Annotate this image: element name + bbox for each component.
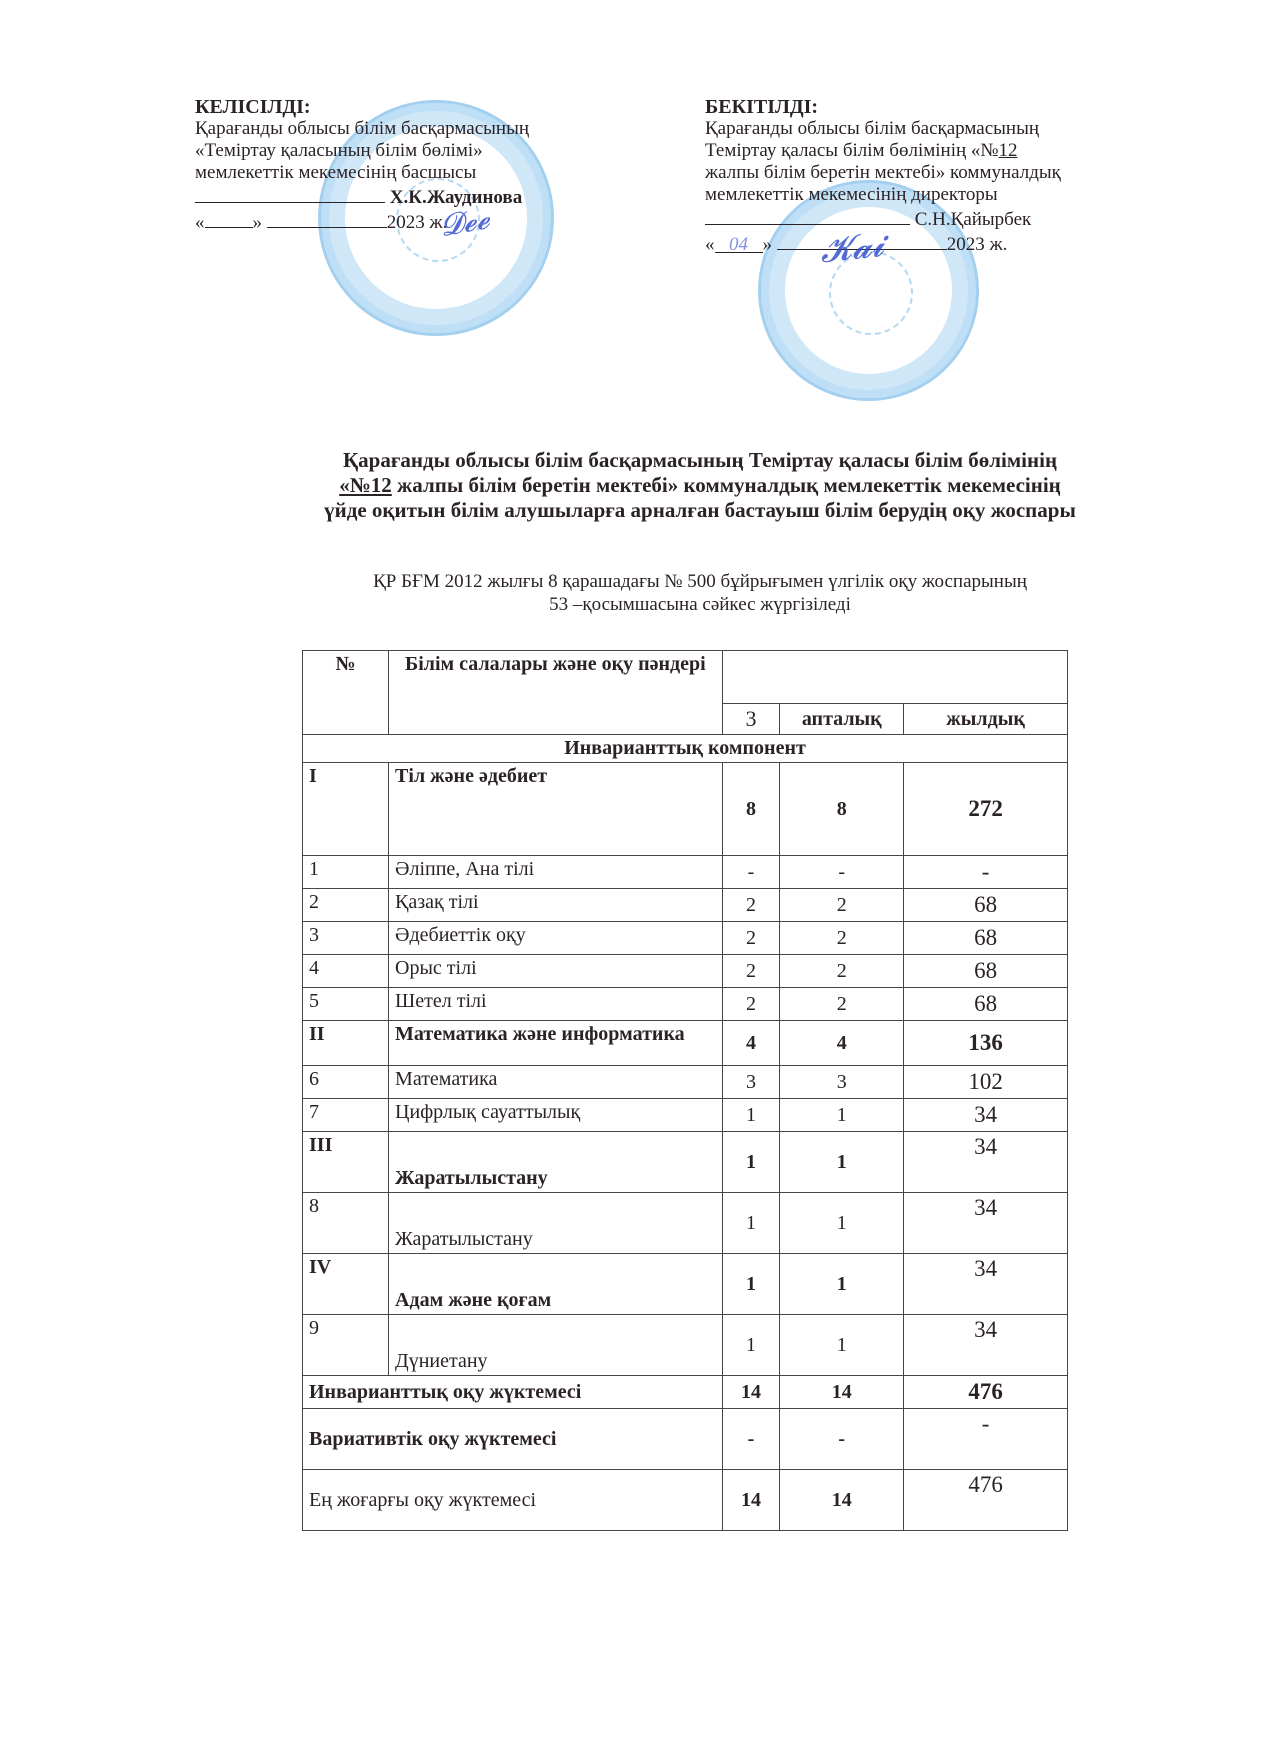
row-subject: Дүниетану [389, 1315, 723, 1376]
row-grade: 2 [722, 922, 780, 955]
totals-grade: - [722, 1409, 780, 1470]
totals-yearly: 476 [904, 1470, 1068, 1531]
row-subject: Әліппе, Ана тілі [389, 856, 723, 889]
row-grade: 4 [722, 1021, 780, 1066]
approved-line-2-text: Теміртау қаласы білім бөлімінің «№ [705, 140, 999, 161]
approved-year: 2023 ж. [946, 234, 1008, 255]
row-weekly: 4 [780, 1021, 904, 1066]
table-row [303, 988, 1068, 1021]
row-grade: 1 [722, 1254, 780, 1315]
row-yearly: 34 [904, 1254, 1068, 1315]
row-subject: Шетел тілі [389, 988, 723, 1021]
totals-weekly: - [780, 1409, 904, 1470]
table-row [303, 955, 1068, 988]
row-grade: 1 [722, 1132, 780, 1193]
header-grade: 3 [722, 704, 780, 735]
signature-right-icon: 𝓚𝓪𝓲 [818, 224, 886, 272]
agreed-year: 2023 ж. [386, 212, 448, 233]
title-line-1: Қарағанды облысы білім басқармасының Теміртау қаласы білім бөлімінің [342, 448, 1058, 472]
row-yearly: 102 [904, 1066, 1068, 1099]
day-blank [205, 209, 253, 228]
row-num: 6 [303, 1066, 389, 1099]
agreed-signatory: Х.К.Жаудинова [389, 187, 523, 208]
row-grade: - [722, 856, 780, 889]
row-weekly: 2 [780, 988, 904, 1021]
row-num: II [303, 1021, 389, 1066]
row-subject: Жаратылыстану [389, 1132, 723, 1193]
document-subtitle [200, 570, 1200, 616]
agreed-date-line [195, 209, 625, 234]
table-header-row [303, 651, 1068, 704]
header-hours-group [722, 651, 1067, 704]
table-row [303, 889, 1068, 922]
totals-row [303, 1409, 1068, 1470]
signature-blank [195, 184, 385, 203]
row-weekly: 1 [780, 1132, 904, 1193]
row-weekly: 2 [780, 955, 904, 988]
row-subject: Әдебиеттік оқу [389, 922, 723, 955]
row-grade: 3 [722, 1066, 780, 1099]
row-grade: 8 [722, 763, 780, 856]
row-grade: 2 [722, 988, 780, 1021]
totals-label: Инварианттық оқу жүктемесі [303, 1376, 723, 1409]
row-yearly: 68 [904, 955, 1068, 988]
row-yearly: - [904, 856, 1068, 889]
close-quote: » [762, 234, 772, 255]
row-num: IV [303, 1254, 389, 1315]
approved-block [705, 96, 1175, 256]
close-quote: » [252, 212, 262, 233]
day-handwritten: 04 [715, 234, 763, 253]
row-num: 9 [303, 1315, 389, 1376]
totals-yearly: 476 [904, 1376, 1068, 1409]
row-weekly: - [780, 856, 904, 889]
totals-row [303, 1376, 1068, 1409]
subtitle-line-2: 53 –қосымшасына сәйкес жүргізіледі [549, 594, 851, 615]
agreed-signature-line [195, 184, 625, 209]
row-yearly: 34 [904, 1315, 1068, 1376]
row-weekly: 1 [780, 1193, 904, 1254]
title-line-2-text: жалпы білім беретін мектебі» коммуналдық мемлекеттік мекемесінің [391, 473, 1061, 497]
table-row [303, 1315, 1068, 1376]
row-num: 3 [303, 922, 389, 955]
row-yearly: 34 [904, 1099, 1068, 1132]
row-grade: 2 [722, 955, 780, 988]
table-row [303, 1021, 1068, 1066]
table-row [303, 1193, 1068, 1254]
table-row [303, 1132, 1068, 1193]
header-num: № [303, 651, 389, 735]
section-row [303, 735, 1068, 763]
row-yearly: 34 [904, 1132, 1068, 1193]
approved-line-1: Қарағанды облысы білім басқармасының [705, 118, 1040, 139]
totals-yearly: - [904, 1409, 1068, 1470]
document-title [200, 448, 1200, 523]
totals-weekly: 14 [780, 1470, 904, 1531]
row-num: 1 [303, 856, 389, 889]
approved-signature-line [705, 206, 1175, 231]
approved-line-4: мемлекеттік мекемесінің директоры [705, 184, 998, 205]
row-yearly: 272 [904, 763, 1068, 856]
open-quote: « [705, 234, 715, 255]
table-row [303, 856, 1068, 889]
title-line-2 [200, 473, 1200, 498]
month-blank [267, 209, 387, 228]
table-row [303, 922, 1068, 955]
agreed-title: КЕЛІСІЛДІ: [195, 96, 311, 118]
header-weekly: апталық [780, 704, 904, 735]
table-row [303, 1254, 1068, 1315]
approved-line-3: жалпы білім беретін мектебі» коммуналдық [705, 162, 1061, 183]
approved-line-2 [705, 140, 1175, 162]
header-subject: Білім салалары және оқу пәндері [389, 651, 723, 735]
signature-blank [705, 206, 910, 225]
row-subject: Тіл және әдебиет [389, 763, 723, 856]
row-grade: 2 [722, 889, 780, 922]
row-num: 7 [303, 1099, 389, 1132]
row-grade: 1 [722, 1099, 780, 1132]
row-num: I [303, 763, 389, 856]
agreed-line-3: мемлекеттік мекемесінің басшысы [195, 162, 477, 183]
totals-row [303, 1470, 1068, 1531]
totals-label: Вариативтік оқу жүктемесі [303, 1409, 723, 1470]
approved-date-line [705, 231, 1175, 256]
row-subject: Орыс тілі [389, 955, 723, 988]
agreed-line-2: «Теміртау қаласының білім бөлімі» [195, 140, 483, 161]
row-grade: 1 [722, 1315, 780, 1376]
row-weekly: 2 [780, 922, 904, 955]
row-subject: Цифрлық сауаттылық [389, 1099, 723, 1132]
school-number: 12 [998, 140, 1018, 161]
table-row [303, 763, 1068, 856]
signature-left-icon: 𝓓𝓮𝓮 [437, 200, 493, 245]
row-subject: Қазақ тілі [389, 889, 723, 922]
row-num: 2 [303, 889, 389, 922]
header-yearly: жылдық [904, 704, 1068, 735]
row-yearly: 68 [904, 922, 1068, 955]
approved-signatory: С.Н.Қайырбек [914, 209, 1032, 230]
totals-grade: 14 [722, 1376, 780, 1409]
row-yearly: 68 [904, 889, 1068, 922]
totals-weekly: 14 [780, 1376, 904, 1409]
row-weekly: 3 [780, 1066, 904, 1099]
row-subject: Жаратылыстану [389, 1193, 723, 1254]
approved-title: БЕКІТІЛДІ: [705, 96, 819, 118]
row-yearly: 136 [904, 1021, 1068, 1066]
row-num: 8 [303, 1193, 389, 1254]
totals-label: Ең жоғарғы оқу жүктемесі [303, 1470, 723, 1531]
row-weekly: 1 [780, 1254, 904, 1315]
row-weekly: 1 [780, 1099, 904, 1132]
row-weekly: 1 [780, 1315, 904, 1376]
row-num: III [303, 1132, 389, 1193]
row-yearly: 68 [904, 988, 1068, 1021]
row-weekly: 2 [780, 889, 904, 922]
agreed-block [195, 96, 625, 234]
row-weekly: 8 [780, 763, 904, 856]
row-subject: Математика және информатика [389, 1021, 723, 1066]
title-school-number: «№12 [339, 473, 392, 497]
row-num: 4 [303, 955, 389, 988]
totals-grade: 14 [722, 1470, 780, 1531]
row-num: 5 [303, 988, 389, 1021]
row-subject: Адам және қоғам [389, 1254, 723, 1315]
row-yearly: 34 [904, 1193, 1068, 1254]
row-grade: 1 [722, 1193, 780, 1254]
subtitle-line-1: ҚР БҒМ 2012 жылғы 8 қарашадағы № 500 бұйрығымен үлгілік оқу жоспарының [373, 571, 1027, 592]
title-line-3: үйде оқитын білім алушыларға арналған бастауыш білім берудің оқу жоспары [324, 498, 1076, 522]
curriculum-table [302, 650, 1068, 1531]
agreed-line-1: Қарағанды облысы білім басқармасының [195, 118, 530, 139]
open-quote: « [195, 212, 205, 233]
table-row [303, 1066, 1068, 1099]
row-subject: Математика [389, 1066, 723, 1099]
section-title: Инварианттық компонент [303, 735, 1068, 763]
table-row [303, 1099, 1068, 1132]
